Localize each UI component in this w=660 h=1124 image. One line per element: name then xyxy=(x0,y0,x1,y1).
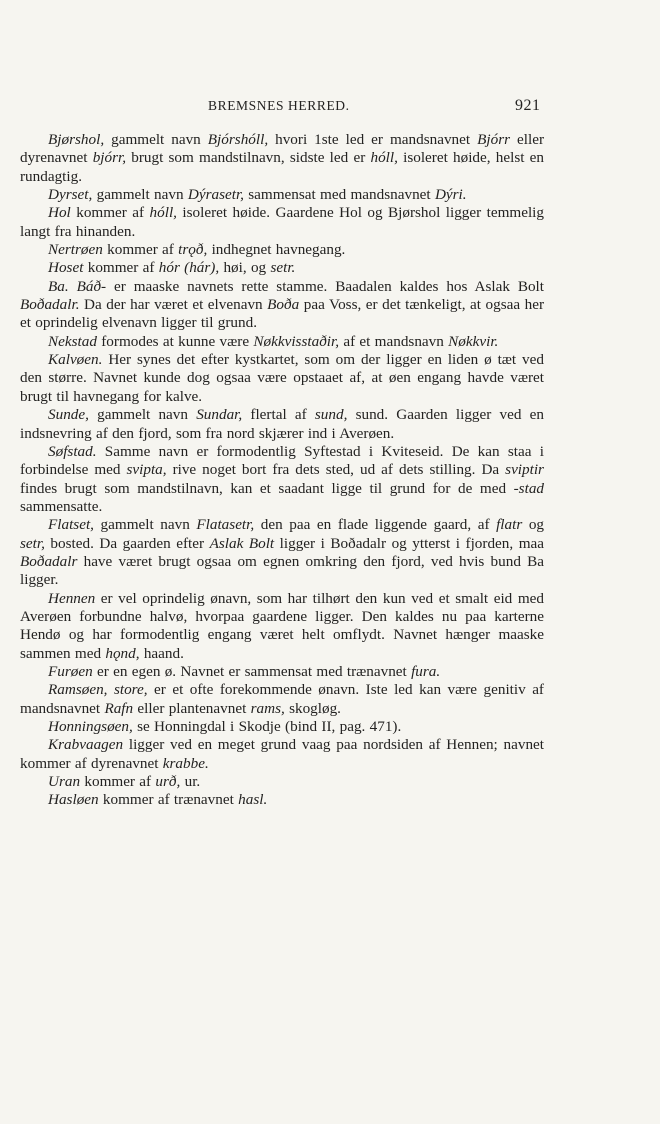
text-run: af et mandsnavn xyxy=(339,332,449,350)
text-run: Her synes det efter kystkartet, som om der ligger en liden ø tæt ved den større. Navnet kunde dog ogsaa være opstaaet af, at øen engang havde været brugt til havnegang for kalve. xyxy=(20,351,544,405)
paragraph xyxy=(20,351,544,406)
text-run: og xyxy=(522,516,545,534)
italic-term: Rafn xyxy=(104,699,134,717)
text-run: hvori 1ste led er mandsnavnet xyxy=(268,131,478,148)
text-run: findes brugt som mandstilnavn, kan et saadant ligge til grund for de med xyxy=(20,479,514,497)
text-run: ligger ved en meget grund vaag paa nordsiden af Hennen; navnet kommer af dyrenavnet xyxy=(20,736,544,772)
paragraph xyxy=(20,333,544,351)
italic-term: Uran xyxy=(48,773,81,791)
italic-term: rams, xyxy=(250,699,285,717)
italic-term: Aslak Bolt xyxy=(209,534,275,552)
text-run: gammelt navn xyxy=(88,406,197,424)
paragraph xyxy=(20,516,544,589)
text-run: Samme navn er formodentlig Syftestad i Kviteseid. De kan staa i forbindelse med xyxy=(20,442,544,479)
italic-term: Nekstad xyxy=(48,332,97,350)
italic-term: hasl. xyxy=(238,791,268,809)
italic-term: Dyrset, xyxy=(48,186,93,204)
text-run: sammensatte. xyxy=(20,497,103,515)
italic-term: hóll, xyxy=(370,149,398,167)
text-run: er maaske navnets rette stamme. Baadalen kaldes hos Aslak Bolt xyxy=(106,277,544,295)
italic-term: Honningsøen, xyxy=(48,718,133,735)
italic-term: Flatasetr, xyxy=(196,516,255,534)
italic-term: Nertrøen xyxy=(48,241,103,259)
text-run: haand. xyxy=(139,644,184,662)
text-run: paa Voss, er det tænkeligt, at ogsaa her et oprindelig elvenavn ligger til grund. xyxy=(20,296,545,332)
italic-term: Nøkkvisstaðir, xyxy=(253,332,340,350)
text-run: er et ofte forekommende ønavn. Iste led kan være genitiv af mandsnavnet xyxy=(20,681,544,717)
text-run: eller plantenavnet xyxy=(133,699,251,717)
italic-term: Hol xyxy=(48,204,71,222)
paragraph xyxy=(20,278,544,333)
paragraph xyxy=(20,186,544,204)
italic-term: Hennen xyxy=(48,589,96,607)
italic-term: Søfstad. xyxy=(48,442,97,460)
italic-term: Boðadalr. xyxy=(20,296,80,314)
text-run: den paa en flade liggende gaard, af xyxy=(254,516,497,534)
italic-term: -stad xyxy=(513,479,544,497)
page-number: 921 xyxy=(515,97,541,114)
paragraph xyxy=(20,241,544,259)
text-run: skogløg. xyxy=(284,699,341,717)
paragraph xyxy=(20,773,544,791)
text-run: er en egen ø. Navnet er sammensat med trænavnet xyxy=(92,662,412,680)
text-run: gammelt navn xyxy=(93,516,197,534)
text-run: kommer af xyxy=(83,259,159,277)
italic-term: Furøen xyxy=(48,662,93,680)
paragraph xyxy=(20,443,544,516)
text-run: brugt som mandstilnavn, sidste led er xyxy=(126,149,371,167)
italic-term: Bjórshóll, xyxy=(207,131,269,148)
italic-term: Krabvaagen xyxy=(48,736,124,754)
paragraph xyxy=(20,590,544,663)
text-run: isoleret høide. Gaardene Hol og Bjørshol ligger temmelig langt fra hinanden. xyxy=(20,204,544,240)
italic-term: setr, xyxy=(20,534,45,552)
italic-term: Hasløen xyxy=(48,791,99,809)
paragraph xyxy=(20,663,544,681)
italic-term: hór (hár), xyxy=(158,259,220,277)
italic-term: Boða xyxy=(267,296,300,314)
italic-term: Ba. Báð- xyxy=(48,277,107,295)
italic-term: Flatset, xyxy=(48,516,94,534)
italic-term: fura. xyxy=(411,662,441,680)
text-run: flertal af xyxy=(242,406,315,424)
text-run: ligger i Boðadalr og ytterst i fjorden, maa xyxy=(274,534,544,552)
italic-term: hóll, xyxy=(149,204,177,222)
italic-term: Sundar, xyxy=(196,406,243,424)
italic-term: flatr xyxy=(496,516,523,534)
text-run: isoleret høide, helst en rundagtig. xyxy=(20,149,545,185)
text-run: rive noget bort fra dets sted, ud af dets stilling. Da xyxy=(166,461,506,479)
italic-term: svipta, xyxy=(126,461,167,479)
text-run: have været brugt ogsaa om egnen omkring den fjord, ved hvis bund Ba ligger. xyxy=(20,552,544,589)
body-text xyxy=(20,131,544,810)
italic-term: Bjórr xyxy=(477,131,511,148)
italic-term: Kalvøen. xyxy=(48,351,103,369)
italic-term: Dýrasetr, xyxy=(187,186,244,204)
paragraph xyxy=(20,718,544,736)
paragraph xyxy=(20,259,544,277)
text-run: gammelt navn xyxy=(92,186,188,204)
italic-term: Dýri. xyxy=(434,186,467,204)
text-run: formodes at kunne være xyxy=(96,332,254,350)
italic-term: Bjørshol, xyxy=(48,131,105,148)
running-title: BREMSNES HERRED. xyxy=(208,98,350,113)
italic-term: Nøkkvir. xyxy=(448,332,499,350)
paragraph xyxy=(20,131,544,186)
paragraph xyxy=(20,681,544,718)
text-run: Da der har været et elvenavn xyxy=(79,296,268,314)
italic-term: Sunde, xyxy=(48,406,89,424)
text-run: ur. xyxy=(180,773,201,791)
text-run: kommer af xyxy=(80,773,156,791)
italic-term: krabbe. xyxy=(162,754,209,772)
text-run: kommer af xyxy=(102,241,179,259)
italic-term: setr. xyxy=(270,259,296,277)
text-run: se Honningdal i Skodje (bind II, pag. 471). xyxy=(132,718,402,735)
italic-term: bjórr, xyxy=(92,149,127,167)
italic-term: urð, xyxy=(155,773,181,791)
italic-term: Boðadalr xyxy=(20,552,78,570)
text-run: kommer af xyxy=(70,204,150,222)
italic-term: trǫð, xyxy=(178,241,208,259)
paragraph xyxy=(20,204,544,241)
text-run: gammelt navn xyxy=(104,131,208,148)
text-run: indhegnet havnegang. xyxy=(207,241,346,259)
text-run: bosted. Da gaarden efter xyxy=(44,534,210,552)
text-run: kommer af trænavnet xyxy=(98,791,239,809)
text-run: høi, og xyxy=(219,259,271,277)
italic-term: sund, xyxy=(314,406,348,424)
text-run: eller dyrenavnet xyxy=(20,131,545,167)
paragraph xyxy=(20,791,544,809)
italic-term: Ramsøen, store, xyxy=(48,681,148,699)
paragraph xyxy=(20,736,544,773)
page-header xyxy=(0,98,660,118)
italic-term: Hoset xyxy=(48,259,84,277)
text-run: sund. Gaarden ligger ved en indsnevring af den fjord, som fra nord skjærer ind i Averøen. xyxy=(20,406,544,442)
italic-term: hǫnd, xyxy=(105,644,140,662)
text-run: er vel oprindelig ønavn, som har tilhørt den kun ved et smalt eid med Averøen forbundne halvø, hvorpaa gaardene ligger. Den kaldes nu paa karterne Hendø og har formodentlig engang været helt omflydt. Navnet hænger maaske sammen med xyxy=(20,589,544,662)
paragraph xyxy=(20,406,544,443)
italic-term: sviptir xyxy=(505,461,544,479)
text-run: sammensat med mandsnavnet xyxy=(243,186,435,204)
